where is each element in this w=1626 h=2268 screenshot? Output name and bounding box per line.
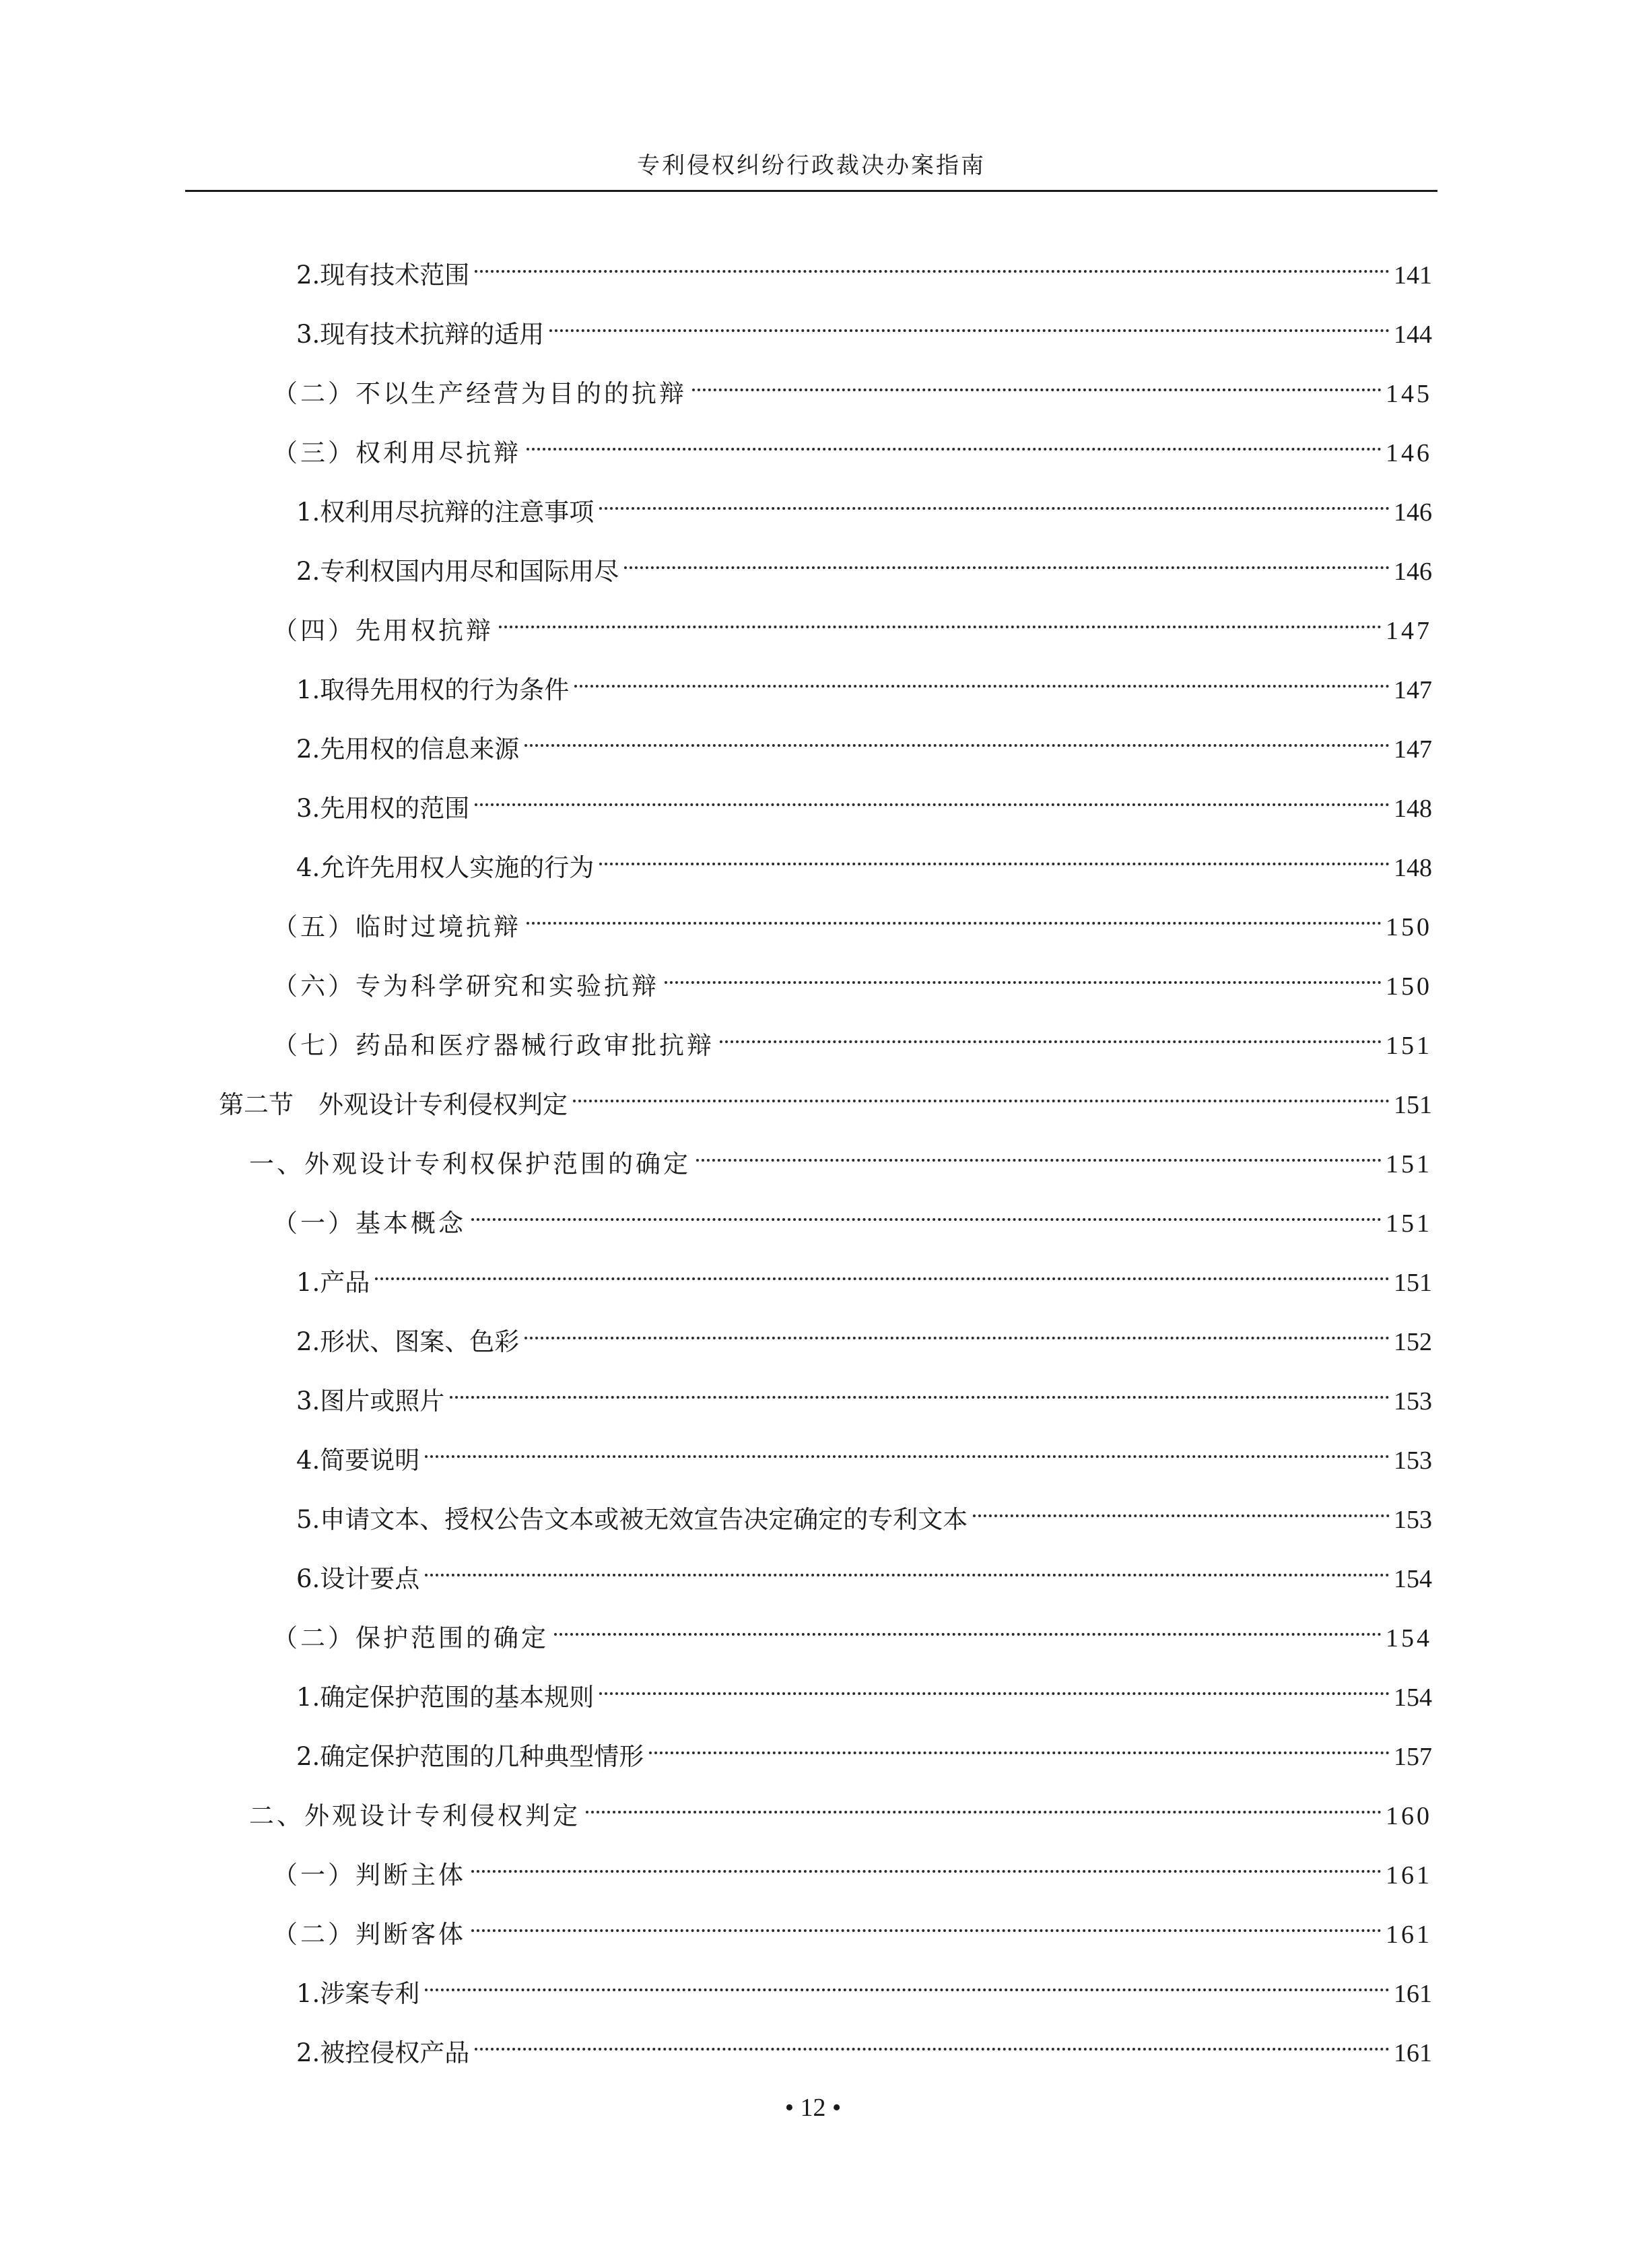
toc-entry-label: （一）基本概念 [273, 1209, 466, 1238]
toc-entry[interactable] [273, 896, 1432, 941]
dot-leader [527, 422, 1382, 461]
toc-entry[interactable] [296, 244, 1432, 290]
toc-entry-page: 145 [1386, 380, 1432, 408]
dot-leader [475, 244, 1390, 284]
toc-entry[interactable] [296, 659, 1432, 704]
toc-entry-page: 144 [1394, 321, 1432, 349]
toc-entry-page: 150 [1386, 972, 1432, 1001]
toc-entry[interactable] [296, 719, 1432, 764]
dot-leader [524, 719, 1390, 758]
toc-entry-page: 148 [1394, 795, 1432, 823]
dot-leader [573, 1074, 1390, 1113]
toc-entry-page: 150 [1386, 913, 1432, 941]
toc-entry-page: 146 [1394, 558, 1432, 586]
toc-entry-page: 153 [1394, 1506, 1432, 1534]
toc-entry-label: 1.产品 [296, 1268, 370, 1297]
toc-entry-page: 151 [1386, 1209, 1432, 1238]
dot-leader [599, 481, 1390, 521]
toc-entry[interactable] [273, 600, 1432, 645]
toc-entry[interactable] [296, 304, 1432, 349]
toc-entry-label: （二）判断客体 [273, 1920, 466, 1949]
toc-entry-label: 2.专利权国内用尽和国际用尽 [296, 557, 619, 586]
toc-entry-label: 2.现有技术范围 [296, 261, 470, 290]
toc-entry-label: 4.简要说明 [296, 1446, 420, 1475]
toc-entry-label: 第二节 外观设计专利侵权判定 [219, 1090, 568, 1119]
toc-entry-page: 147 [1394, 735, 1432, 764]
toc-entry[interactable] [249, 1133, 1432, 1178]
toc-entry-label: 5.申请文本、授权公告文本或被无效宣告决定确定的专利文本 [296, 1505, 968, 1534]
dot-leader [475, 2022, 1390, 2061]
toc-entry-page: 161 [1386, 1921, 1432, 1949]
toc-entry-page: 146 [1386, 439, 1432, 467]
toc-entry[interactable] [296, 1726, 1432, 1771]
toc-entry-label: 4.允许先用权人实施的行为 [296, 853, 595, 882]
toc-entry-label: （一）判断主体 [273, 1861, 466, 1890]
dot-leader [425, 1963, 1390, 2002]
page-number: • 12 • [784, 2094, 842, 2122]
toc-entry-page: 153 [1394, 1446, 1432, 1475]
toc-entry-label: 二、外观设计专利侵权判定 [249, 1801, 580, 1830]
toc-entry[interactable] [296, 1430, 1432, 1475]
toc-entry-page: 161 [1394, 1980, 1432, 2008]
toc-entry[interactable] [296, 2022, 1432, 2067]
toc-entry[interactable] [273, 363, 1432, 408]
dot-leader [425, 1548, 1390, 1587]
toc-entry[interactable] [273, 422, 1432, 467]
toc-entry-label: 1.涉案专利 [296, 1979, 420, 2008]
toc-entry-page: 148 [1394, 854, 1432, 882]
toc-entry-label: （七）药品和医疗器械行政审批抗辩 [273, 1031, 714, 1060]
toc-entry[interactable] [296, 1963, 1432, 2008]
toc-entry-page: 160 [1386, 1802, 1432, 1830]
toc-entry[interactable] [296, 541, 1432, 586]
toc-entry[interactable] [273, 1904, 1432, 1949]
dot-leader [450, 1370, 1390, 1409]
dot-leader [599, 837, 1390, 876]
toc-entry-page: 151 [1386, 1032, 1432, 1060]
toc-entry-label: 6.设计要点 [296, 1564, 420, 1593]
dot-leader [375, 1252, 1390, 1291]
dot-leader [527, 896, 1382, 935]
toc-entry[interactable] [296, 1311, 1432, 1356]
dot-leader [665, 956, 1382, 995]
toc-entry-label: （六）专为科学研究和实验抗辩 [273, 972, 659, 1001]
toc-entry-page: 154 [1394, 1683, 1432, 1712]
dot-leader [649, 1726, 1390, 1765]
toc-entry[interactable] [296, 1548, 1432, 1593]
toc-entry-label: 3.现有技术抗辩的适用 [296, 320, 545, 349]
toc-entry-label: 1.确定保护范围的基本规则 [296, 1683, 595, 1712]
toc-entry-page: 147 [1386, 617, 1432, 645]
toc-entry-label: 3.图片或照片 [296, 1387, 445, 1415]
toc-entry[interactable] [296, 778, 1432, 823]
toc-entry-label: 2.确定保护范围的几种典型情形 [296, 1742, 644, 1771]
dot-leader [973, 1489, 1390, 1528]
toc-entry-page: 161 [1386, 1861, 1432, 1890]
toc-entry-page: 154 [1386, 1624, 1432, 1653]
dot-leader [720, 1015, 1382, 1054]
toc-entry-page: 151 [1394, 1269, 1432, 1297]
dot-leader [499, 600, 1382, 639]
toc-entry-label: （二）不以生产经营为目的的抗辩 [273, 379, 687, 408]
toc-entry-label: 一、外观设计专利权保护范围的确定 [249, 1149, 691, 1178]
toc-entry-page: 153 [1394, 1387, 1432, 1415]
dot-leader [475, 778, 1390, 817]
toc-entry-page: 151 [1386, 1150, 1432, 1178]
toc-entry-label: 1.取得先用权的行为条件 [296, 675, 570, 704]
toc-entry[interactable] [296, 1489, 1432, 1534]
page-header-title: 专利侵权纠纷行政裁决办案指南 [637, 152, 986, 179]
dot-leader [586, 1785, 1382, 1824]
dot-leader [599, 1667, 1390, 1706]
toc-entry[interactable] [296, 837, 1432, 882]
toc-entry-page: 147 [1394, 676, 1432, 704]
toc-entry-page: 141 [1394, 261, 1432, 290]
dot-leader [471, 1844, 1382, 1883]
toc-entry-page: 161 [1394, 2039, 1432, 2067]
dot-leader [624, 541, 1390, 580]
toc-entry-page: 157 [1394, 1743, 1432, 1771]
dot-leader [524, 1311, 1390, 1350]
dot-leader [471, 1193, 1382, 1232]
dot-leader [549, 304, 1390, 343]
toc-entry-label: 2.形状、图案、色彩 [296, 1327, 520, 1356]
toc-entry[interactable] [219, 1074, 1432, 1119]
toc-entry[interactable] [296, 1252, 1432, 1297]
toc-entry-label: （二）保护范围的确定 [273, 1624, 549, 1653]
dot-leader [425, 1430, 1390, 1469]
toc-entry-page: 154 [1394, 1565, 1432, 1593]
toc-entry[interactable] [273, 956, 1432, 1001]
toc-entry[interactable] [296, 1370, 1432, 1415]
toc-entry[interactable] [249, 1785, 1432, 1830]
toc-entry-label: （五）临时过境抗辩 [273, 912, 521, 941]
toc-entry-label: 1.权利用尽抗辩的注意事项 [296, 498, 595, 527]
toc-entry[interactable] [273, 1607, 1432, 1653]
dot-leader [574, 659, 1390, 698]
dot-leader [692, 363, 1382, 402]
toc-entry-label: 3.先用权的范围 [296, 794, 470, 823]
toc-entry-label: （四）先用权抗辩 [273, 616, 494, 645]
toc-entry-label: 2.先用权的信息来源 [296, 735, 520, 764]
toc-entry-label: 2.被控侵权产品 [296, 2038, 470, 2067]
toc-entry-page: 146 [1394, 498, 1432, 527]
toc-entry-label: （三）权利用尽抗辩 [273, 438, 521, 467]
toc-entry[interactable] [296, 1667, 1432, 1712]
toc-entry-page: 152 [1394, 1328, 1432, 1356]
toc-entry[interactable] [296, 481, 1432, 527]
toc-entry[interactable] [273, 1193, 1432, 1238]
toc-entry[interactable] [273, 1844, 1432, 1890]
toc-entry[interactable] [273, 1015, 1432, 1060]
dot-leader [471, 1904, 1382, 1943]
dot-leader [554, 1607, 1382, 1646]
dot-leader [696, 1133, 1382, 1172]
toc-entry-page: 151 [1394, 1091, 1432, 1119]
